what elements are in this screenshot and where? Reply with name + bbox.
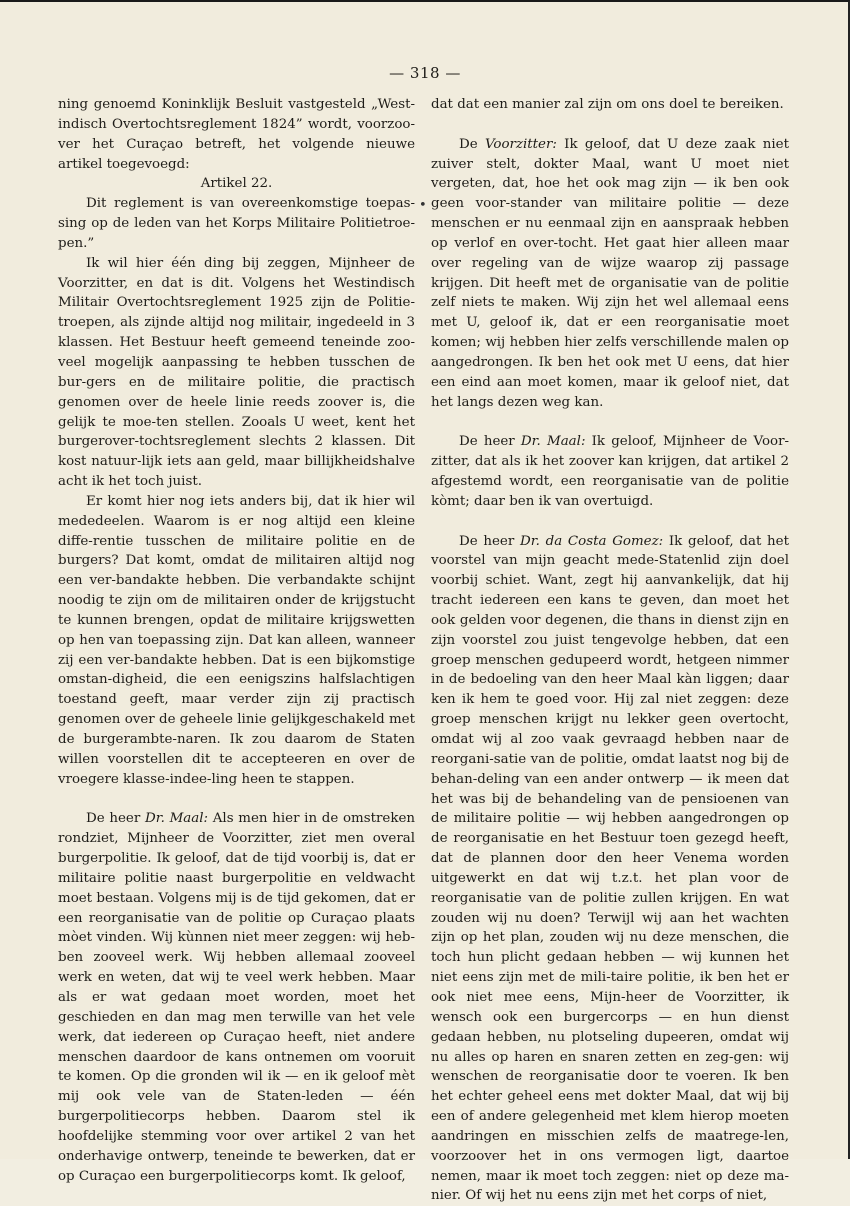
speech-text: Als men hier in de omstreken rondziet, Mijnheer de Voorzitter, ziet men overal burgerpolitie. Ik geloof, dat de tijd voorbij is, dat er militaire politie naast burgerpolitie en veldwacht moet bestaan. Volgens mij is de tijd gekomen, dat er een reorganisatie van de politie op Curaçao plaats mòet vinden. Wij kùnnen niet meer zeggen: wij heb-ben zooveel werk. Wij hebben allemaal zooveel werk en weten, dat wij te veel werk hebben. Maar als er wat gedaan moet worden, moet het geschieden en dan mag men terwille van het vele werk, dat iedereen op Curaçao heeft, niet andere menschen daardoor de kans ontnemen om vooruit te komen. Op die gronden wil ik — en ik geloof mèt mij ook vele van de Staten-leden — één burgerpolitiecorps hebben. Daarom stel ik hoofdelijke stemming voor over artikel 2 van het onderhavige ontwerp, teneinde te bewerken, dat er op Curaçao een burgerpolitiecorps komt. Ik geloof, <box>58 811 415 1184</box>
paragraph-continuation: dat dat een manier zal zijn om ons doel te bereiken. <box>431 97 784 112</box>
page-number: — 318 — <box>389 64 461 82</box>
paragraph: Er komt hier nog iets anders bij, dat ik hier wil mededeelen. Waarom is er nog altijd een kleine diffe-rentie tusschen de militaire politie en de burgers? Dat komt, omdat de militairen altijd nog een ver-bandakte hebben. Die verbandakte schijnt noodig te zijn om de militairen onder de krijgstucht te kunnen brengen, opdat de militaire krijgswetten op hen van toepassing zijn. Dat kan alleen, wanneer zij een ver-bandakte hebben. Dat is een bijkomstige omstan-digheid, die een eenigszins halfslachtigen toestand geeft, maar verder zijn zij practisch genomen over de geheele linie gelijkgeschakeld met de burgerambte-naren. Ik zou daarom de Staten willen voorstellen dit te accepteeren en over de vroegere klasse-indee-ling heen te stappen. <box>58 493 415 787</box>
speaker-name: Voorzitter: <box>484 136 557 152</box>
speech-text: Ik geloof, dat U deze zaak niet zuiver stelt, dokter Maal, want U moet niet vergeten, dat, hoe het ook mag zijn — ik ben ook geen voor-stander van militaire politie — deze menschen er nu eenmaal zijn en aanspraak hebben op verlof en over-tocht. Het gaat hier alleen maar over regeling van de wijze waarop zij passage krijgen. Dit heeft met de organisatie van de politie zelf niets te maken. Wij zijn het wel allemaal eens met U, geloof ik, dat er een reorganisatie moet komen; wij hebben hier zelfs verschillende malen op aangedrongen. Ik ben het ook met U eens, dat hier een eind aan moet komen, maar ik geloof niet, dat het langs dezen weg kan. <box>431 136 789 410</box>
speaker-prefix: De heer <box>86 811 141 827</box>
speaker-name: Dr. Maal: <box>144 811 209 827</box>
speech-maal <box>58 809 415 1186</box>
speech-text: Ik geloof, Mijnheer de Voor-zitter, dat als ik het zoover kan krijgen, dat artikel 2 afgestemd wordt, een reorganisatie van de politie kòmt; daar ben ik van overtuigd. <box>431 434 789 509</box>
speaker-prefix: De heer <box>459 434 515 450</box>
margin-dot: • <box>419 198 427 213</box>
speech-text: Ik geloof, dat het voorstel van mijn geacht mede-Statenlid zijn doel voorbij schiet. Want, zegt hij aanvankelijk, dat hij tracht iedereen een kans te geven, dan moet het ook gelden voor degenen, die thans in dienst zijn en zijn voorstel zou juist tengevolge hebben, dat een groep menschen gedupeerd wordt, hetgeen nimmer in de bedoeling van den heer Maal kàn liggen; daar ken ik hem te goed voor. Hij zal niet zeggen: deze groep menschen krijgt nu lekker geen overtocht, omdat wij al zoo vaak gevraagd hebben naar de reorgani-satie van de politie, omdat laatst nog bij de behan-deling van een ander ontwerp — ik meen dat het was bij de behandeling van de pensioenen van de militaire politie — wij hebben aangedrongen op de reorganisatie en het Bestuur toen gezegd heeft, dat de plannen door den heer Venema worden uitgewerkt en dat wij t.z.t. het plan voor de reorganisatie van de politie zullen krijgen. En wat zouden wij nu doen? Terwijl wij aan het wachten zijn op het plan, zouden wij nu deze menschen, die toch hun plicht gedaan hebben — wij kunnen het niet eens zijn met de mili-taire politie, ik ben het er ook niet mee eens, Mijn-heer de Voorzitter, ik wensch ook een burgercorps — en hun dienst gedaan hebben, nu plotseling dupeeren, omdat wij nu alles op haren en snaren zetten en zeg-gen: wij wenschen de reorganisatie door te voeren. Ik ben het echter geheel eens met dokter Maal, dat wij bij een of andere gelegenheid met klem hierop moeten aandringen en misschien zelfs de maatrege-len, voorzoover het in ons vermogen ligt, daartoe nemen, maar ik moet toch zeggen: niet op deze ma-nier. Of wij het nu eens zijn met het corps of niet, <box>431 533 789 1204</box>
paragraph: Ik wil hier één ding bij zeggen, Mijnheer de Voorzitter, en dat is dit. Volgens het Westindisch Militair Overtochtsreglement 1925 zijn de Politie-troepen, als zijnde altijd nog militair, ingedeeld in 3 klassen. Het Bestuur heeft gemeend teneinde zoo-veel mogelijk aanpassing te hebben tusschen de bur-gers en de militaire politie, die practisch genomen over de heele linie reeds zoover is, die gelijk te moe-ten stellen. Zooals U weet, kent het burgerover-tochtsreglement slechts 2 klassen. Dit kost natuur-lijk iets aan geld, maar billijkheidshalve acht ik het toch juist. <box>58 255 415 490</box>
speech-da-costa-gomez <box>431 532 789 1206</box>
article-text: Dit reglement is van overeenkomstige toepas-sing op de leden van het Korps Militaire Politietroe-pen.” <box>58 196 415 251</box>
speech-maal <box>431 432 789 511</box>
speaker-prefix: De heer <box>459 533 515 549</box>
speaker-prefix: De <box>459 136 478 152</box>
paragraph-continuation: ning genoemd Koninklijk Besluit vastgesteld „West-indisch Overtochtsreglement 1824” wordt, voorzoo-ver het Curaçao betreft, het volgende nieuwe artikel toegevoegd: <box>58 97 415 172</box>
left-column <box>58 95 415 1186</box>
article-heading: Artikel 22. <box>200 176 273 192</box>
speech-voorzitter <box>431 135 789 413</box>
speaker-name: Dr. Maal: <box>520 434 586 450</box>
speaker-name: Dr. da Costa Gomez: <box>520 533 664 549</box>
right-column <box>431 95 789 1206</box>
